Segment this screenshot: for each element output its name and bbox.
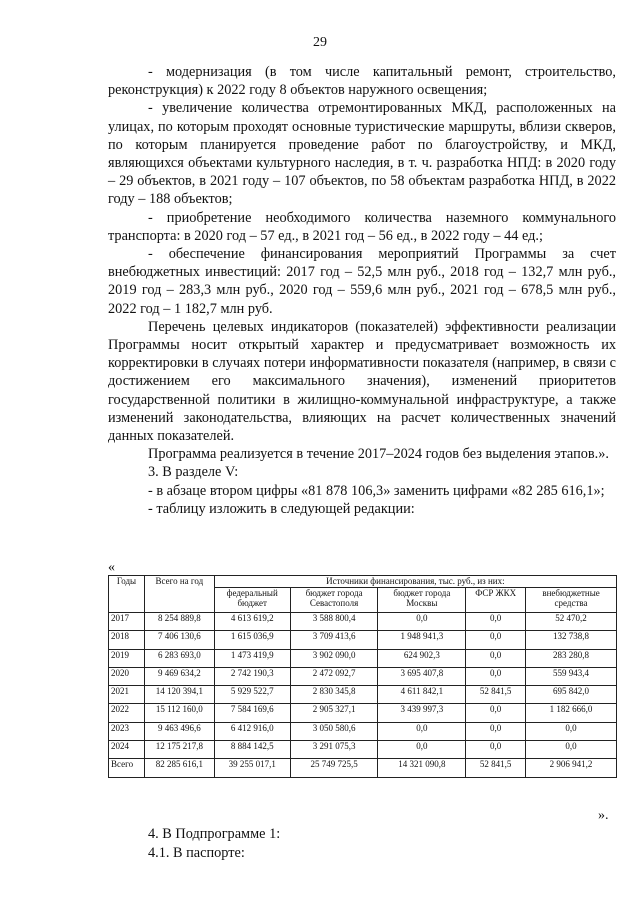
cell-fsr: 0,0 <box>466 631 526 649</box>
header-federal: федеральный бюджет <box>214 588 290 613</box>
cell-total: 6 283 693,0 <box>144 649 214 667</box>
cell-total: 7 406 130,6 <box>144 631 214 649</box>
cell-year: 2021 <box>109 686 145 704</box>
paragraph: - приобретение необходимого количества наземного коммунального транспорта: в 2020 год – 57 ед., в 2021 год – 56 ед., в 2022 году – 44 ед.; <box>108 209 616 244</box>
financing-table <box>108 575 617 778</box>
cell-federal: 5 929 522,7 <box>214 686 290 704</box>
cell-fsr: 52 841,5 <box>466 759 526 777</box>
cell-federal: 7 584 169,6 <box>214 704 290 722</box>
cell-sevastopol: 3 709 413,6 <box>290 631 378 649</box>
header-sevastopol: бюджет города Севастополя <box>290 588 378 613</box>
cell-year: 2017 <box>109 613 145 631</box>
cell-total: 8 254 889,8 <box>144 613 214 631</box>
cell-fsr: 0,0 <box>466 613 526 631</box>
cell-sevastopol: 3 050 580,6 <box>290 722 378 740</box>
table-row <box>109 649 617 667</box>
table-row <box>109 667 617 685</box>
cell-year: 2018 <box>109 631 145 649</box>
cell-extrabudget: 0,0 <box>526 741 617 759</box>
cell-moscow: 3 439 997,3 <box>378 704 466 722</box>
table-row <box>109 704 617 722</box>
page-number: 29 <box>313 35 327 50</box>
section-heading: 4. В Подпрограмме 1: <box>148 826 281 842</box>
cell-sevastopol: 3 291 075,3 <box>290 741 378 759</box>
header-total: Всего на год <box>144 576 214 613</box>
cell-moscow: 0,0 <box>378 613 466 631</box>
cell-federal: 39 255 017,1 <box>214 759 290 777</box>
cell-federal: 1 473 419,9 <box>214 649 290 667</box>
cell-federal: 8 884 142,5 <box>214 741 290 759</box>
paragraph: - в абзаце втором цифры «81 878 106,3» заменить цифрами «82 285 616,1»; <box>148 482 605 499</box>
cell-moscow: 1 948 941,3 <box>378 631 466 649</box>
cell-fsr: 0,0 <box>466 667 526 685</box>
cell-total: 12 175 217,8 <box>144 741 214 759</box>
cell-extrabudget: 52 470,2 <box>526 613 617 631</box>
table-row <box>109 613 617 631</box>
cell-sevastopol: 3 588 800,4 <box>290 613 378 631</box>
section-heading: 4.1. В паспорте: <box>148 845 245 861</box>
cell-federal: 2 742 190,3 <box>214 667 290 685</box>
paragraph: - таблицу изложить в следующей редакции: <box>148 500 415 517</box>
cell-year: 2022 <box>109 704 145 722</box>
paragraph: 3. В разделе V: <box>148 464 239 481</box>
cell-moscow: 0,0 <box>378 741 466 759</box>
cell-year: 2020 <box>109 667 145 685</box>
quote-open-mark: « <box>108 560 115 575</box>
cell-moscow: 4 611 842,1 <box>378 686 466 704</box>
header-extrabudget: внебюджетные средства <box>526 588 617 613</box>
cell-extrabudget: 695 842,0 <box>526 686 617 704</box>
cell-sevastopol: 2 472 092,7 <box>290 667 378 685</box>
cell-total: 9 469 634,2 <box>144 667 214 685</box>
header-moscow: бюджет города Москвы <box>378 588 466 613</box>
paragraph: - модернизация (в том числе капитальный ремонт, строительство, реконструкция) к 2022 году 8 объектов наружного освещения; <box>108 64 616 99</box>
cell-extrabudget: 132 738,8 <box>526 631 617 649</box>
cell-fsr: 0,0 <box>466 722 526 740</box>
cell-sevastopol: 2 905 327,1 <box>290 704 378 722</box>
paragraph: - обеспечение финансирования мероприятий Программы за счет внебюджетных инвестиций: 2017 год – 52,5 млн руб., 2018 год – 132,7 млн руб., 2019 год – 283,3 млн руб., 2020 год – 559,6 млн руб., 2021 год – 678,5 млн руб., 2022 год – 1 182,7 млн руб. <box>108 246 616 317</box>
paragraph: Перечень целевых индикаторов (показателей) эффективности реализации Программы носит открытый характер и предусматривает возможность их корректировки в случаях потери информативности показателя (например, в связи с достижением его максимального значения), изменений приоритетов государственной политики в жилищно-коммунальной инфраструктуре, а также изменений законодательства, влияющих на расчет количественных значений данных показателей. <box>108 318 616 445</box>
header-sources: Источники финансирования, тыс. руб., из них: <box>214 576 616 588</box>
cell-fsr: 52 841,5 <box>466 686 526 704</box>
cell-total: 14 120 394,1 <box>144 686 214 704</box>
cell-moscow: 624 902,3 <box>378 649 466 667</box>
cell-sevastopol: 25 749 725,5 <box>290 759 378 777</box>
cell-moscow: 3 695 407,8 <box>378 667 466 685</box>
cell-total: 15 112 160,0 <box>144 704 214 722</box>
cell-extrabudget: 559 943,4 <box>526 667 617 685</box>
cell-sevastopol: 3 902 090,0 <box>290 649 378 667</box>
cell-extrabudget: 1 182 666,0 <box>526 704 617 722</box>
cell-year: 2019 <box>109 649 145 667</box>
header-years: Годы <box>109 576 145 613</box>
table-row <box>109 686 617 704</box>
cell-fsr: 0,0 <box>466 649 526 667</box>
cell-total: 9 463 496,6 <box>144 722 214 740</box>
table-row <box>109 741 617 759</box>
document-tail <box>148 825 280 863</box>
cell-federal: 6 412 916,0 <box>214 722 290 740</box>
cell-extrabudget: 283 280,8 <box>526 649 617 667</box>
table-row <box>109 722 617 740</box>
table-row <box>109 631 617 649</box>
cell-fsr: 0,0 <box>466 704 526 722</box>
quote-close-mark: ». <box>598 808 609 823</box>
header-fsr: ФСР ЖКХ <box>466 588 526 613</box>
cell-federal: 1 615 036,9 <box>214 631 290 649</box>
cell-moscow: 14 321 090,8 <box>378 759 466 777</box>
cell-year: 2024 <box>109 741 145 759</box>
cell-total: 82 285 616,1 <box>144 759 214 777</box>
table-total-row <box>109 759 617 777</box>
cell-federal: 4 613 619,2 <box>214 613 290 631</box>
cell-year: Всего <box>109 759 145 777</box>
cell-moscow: 0,0 <box>378 722 466 740</box>
document-body <box>108 63 616 518</box>
cell-sevastopol: 2 830 345,8 <box>290 686 378 704</box>
cell-extrabudget: 0,0 <box>526 722 617 740</box>
cell-fsr: 0,0 <box>466 741 526 759</box>
cell-extrabudget: 2 906 941,2 <box>526 759 617 777</box>
paragraph: - увеличение количества отремонтированных МКД, расположенных на улицах, по которым проходят основные туристические маршруты, вблизи скверов, по которым планируется проведение работ по благоустройству, и МКД, являющихся объектами культурного наследия, в т. ч. разработка НПД: в 2020 году – 29 объектов, в 2021 году – 107 объектов, по 58 объектам разработка НПД, в 2022 году – 188 объектов; <box>108 100 616 208</box>
cell-year: 2023 <box>109 722 145 740</box>
paragraph: Программа реализуется в течение 2017–2024 годов без выделения этапов.». <box>148 446 609 463</box>
